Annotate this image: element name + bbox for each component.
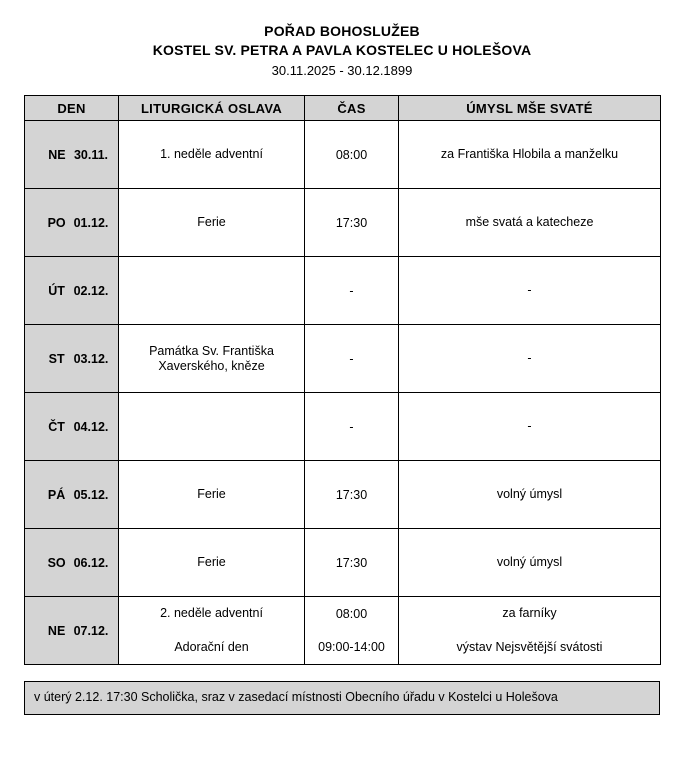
intention-cell: - xyxy=(399,393,661,461)
liturgy-cell: 1. neděle adventní xyxy=(119,121,305,189)
time-cell: 08:00 xyxy=(305,597,399,631)
schedule-table xyxy=(24,95,661,665)
day-of-week: NE xyxy=(48,147,66,162)
schedule-table-wrapper xyxy=(24,95,660,665)
time-cell: 17:30 xyxy=(305,461,399,529)
time-cell: 08:00 xyxy=(305,121,399,189)
day-of-week: PÁ xyxy=(47,487,66,502)
time-cell: 17:30 xyxy=(305,189,399,257)
intention-cell: mše svatá a katecheze xyxy=(399,189,661,257)
intention-cell: - xyxy=(399,325,661,393)
day-of-week: NE xyxy=(47,623,66,638)
day-cell xyxy=(25,461,119,529)
document-header xyxy=(0,0,684,81)
day-cell xyxy=(25,257,119,325)
table-header-row xyxy=(25,96,661,121)
day-of-week: ČT xyxy=(48,419,65,434)
time-cell: - xyxy=(305,393,399,461)
day-date: 06.12. xyxy=(73,555,109,570)
day-of-week: PO xyxy=(47,215,66,230)
schedule-table-body xyxy=(25,121,661,665)
day-cell xyxy=(25,529,119,597)
table-row-secondary xyxy=(25,631,661,665)
liturgy-cell-secondary: Adorační den xyxy=(119,631,305,665)
liturgy-cell: Ferie xyxy=(119,461,305,529)
intention-cell: - xyxy=(399,257,661,325)
day-cell xyxy=(25,393,119,461)
day-cell xyxy=(25,121,119,189)
day-of-week: SO xyxy=(47,555,66,570)
day-date: 05.12. xyxy=(73,487,109,502)
day-date: 02.12. xyxy=(73,283,109,298)
document-title-line-2: KOSTEL SV. PETRA A PAVLA KOSTELEC U HOLEŠOVA xyxy=(152,42,532,58)
day-cell xyxy=(25,189,119,257)
liturgy-cell xyxy=(119,393,305,461)
day-date: 30.11. xyxy=(73,147,109,162)
table-row xyxy=(25,257,661,325)
column-header-time: ČAS xyxy=(305,96,399,121)
table-row xyxy=(25,121,661,189)
table-row xyxy=(25,325,661,393)
table-row xyxy=(25,461,661,529)
table-row xyxy=(25,393,661,461)
day-date: 04.12. xyxy=(73,419,109,434)
document-date-range: 30.11.2025 - 30.12.1899 xyxy=(271,63,413,78)
column-header-day: DEN xyxy=(25,96,119,121)
day-cell xyxy=(25,597,119,665)
liturgy-cell xyxy=(119,257,305,325)
time-cell: - xyxy=(305,325,399,393)
time-cell-secondary: 09:00-14:00 xyxy=(305,631,399,665)
table-row xyxy=(25,189,661,257)
intention-cell: volný úmysl xyxy=(399,461,661,529)
day-of-week: ST xyxy=(48,351,65,366)
liturgy-cell: 2. neděle adventní xyxy=(119,597,305,631)
table-row xyxy=(25,597,661,631)
schedule-table-head xyxy=(25,96,661,121)
footer-note: v úterý 2.12. 17:30 Scholička, sraz v zasedací místnosti Obecního úřadu v Kostelci u Holešova xyxy=(24,681,660,715)
time-cell: - xyxy=(305,257,399,325)
intention-cell: za farníky xyxy=(399,597,661,631)
document-title-line-1: POŘAD BOHOSLUŽEB xyxy=(264,23,420,39)
column-header-intention: ÚMYSL MŠE SVATÉ xyxy=(399,96,661,121)
liturgy-cell: Ferie xyxy=(119,189,305,257)
table-row xyxy=(25,529,661,597)
day-date: 03.12. xyxy=(73,351,109,366)
day-date: 07.12. xyxy=(73,623,109,638)
intention-cell: za Františka Hlobila a manželku xyxy=(399,121,661,189)
column-header-liturgy: LITURGICKÁ OSLAVA xyxy=(119,96,305,121)
liturgy-cell: Ferie xyxy=(119,529,305,597)
day-cell xyxy=(25,325,119,393)
liturgy-cell: Památka Sv. Františka Xaverského, kněze xyxy=(119,325,305,393)
intention-cell: volný úmysl xyxy=(399,529,661,597)
day-date: 01.12. xyxy=(73,215,109,230)
day-of-week: ÚT xyxy=(48,283,65,298)
intention-cell-secondary: výstav Nejsvětější svátosti xyxy=(399,631,661,665)
time-cell: 17:30 xyxy=(305,529,399,597)
